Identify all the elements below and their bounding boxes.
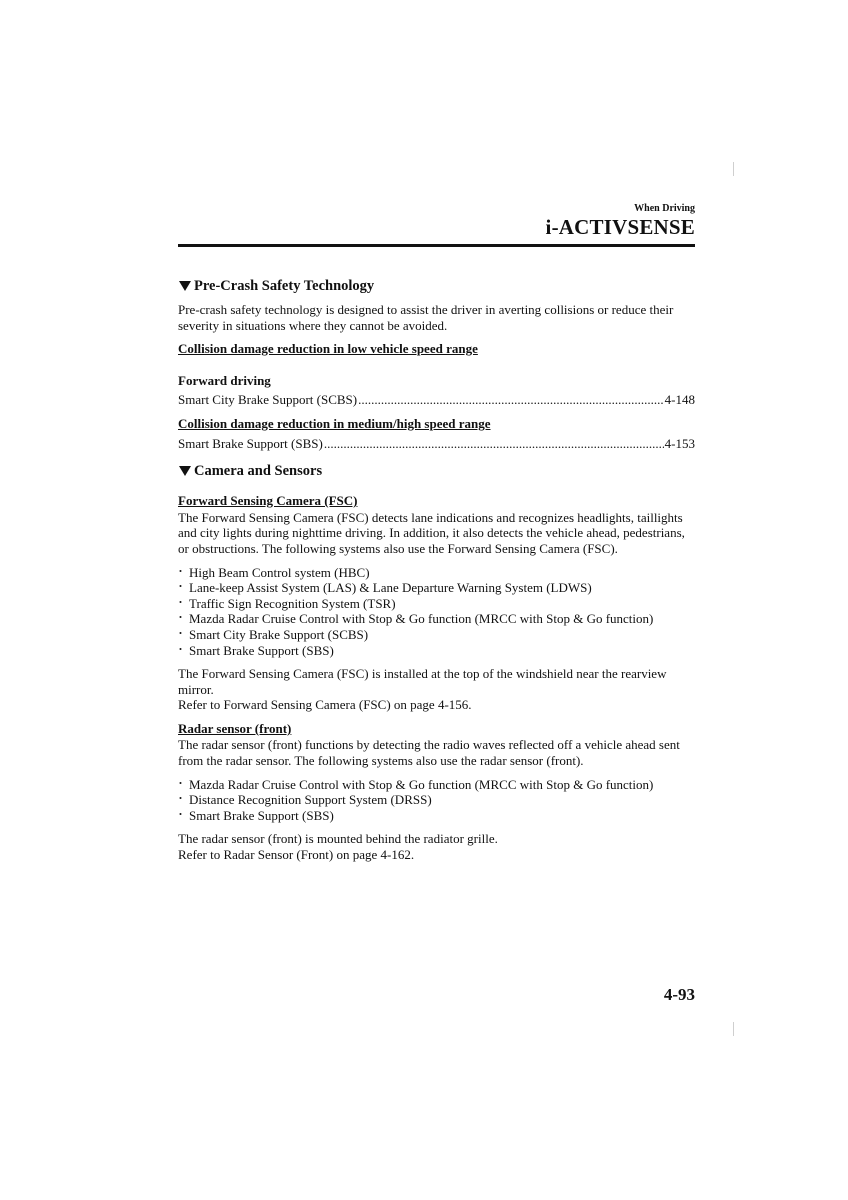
manual-page: [178, 200, 695, 863]
fsc-system-list: [178, 565, 695, 659]
list-item: ・ High Beam Control system (HBC): [178, 565, 695, 581]
radar-system-list: [178, 777, 695, 824]
pre-crash-intro: Pre-crash safety technology is designed to assist the driver in averting collisions or reduce their severity in situations where they cannot be avoided.: [178, 302, 674, 333]
toc-label: Smart City Brake Support (SCBS): [178, 392, 358, 408]
list-item: ・ Traffic Sign Recognition System (TSR): [178, 596, 695, 612]
page-number: 4-93: [663, 985, 695, 1004]
forward-driving-heading: Forward driving: [178, 372, 271, 388]
triangle-down-icon: [179, 466, 191, 476]
section-title: Camera and Sensors: [194, 463, 323, 480]
medium-speed-heading: Collision damage reduction in medium/high speed range: [178, 415, 491, 431]
running-head: When Driving: [634, 203, 695, 214]
triangle-down-icon: [179, 281, 191, 291]
fsc-refer: Refer to Forward Sensing Camera (FSC) on page 4-156.: [178, 697, 472, 713]
radar-intro: The radar sensor (front) functions by detecting the radio waves reflected off a vehicle ahead sent from the radar sensor. The following systems also use the radar sensor (front).: [178, 737, 680, 769]
toc-leader-dots: [358, 392, 664, 408]
low-speed-heading: Collision damage reduction in low vehicle speed range: [178, 341, 478, 357]
chapter-title: i-ACTIVSENSE: [545, 215, 695, 239]
radar-refer: Refer to Radar Sensor (Front) on page 4-162.: [178, 847, 415, 863]
fsc-intro: The Forward Sensing Camera (FSC) detects lane indications and recognizes headlights, taillights and city lights during nighttime driving. In addition, it also detects the vehicle ahead, pedestrians, or obstructions. The following systems also use the Forward Sensing Camera (FSC).: [178, 509, 685, 556]
fsc-heading: Forward Sensing Camera (FSC): [178, 493, 358, 509]
toc-page-ref: 4-148: [664, 392, 695, 408]
list-item: ・ Smart Brake Support (SBS): [178, 808, 695, 824]
toc-page-ref: 4-153: [664, 435, 695, 451]
toc-label: Smart Brake Support (SBS): [178, 435, 323, 451]
fsc-location: The Forward Sensing Camera (FSC) is installed at the top of the windshield near the rearview mirror.: [178, 666, 667, 697]
list-item: ・ Mazda Radar Cruise Control with Stop & Go function (MRCC with Stop & Go function): [178, 611, 695, 627]
section-heading-pre-crash: [178, 277, 695, 295]
list-item: ・ Distance Recognition Support System (DRSS): [178, 792, 695, 808]
list-item: ・ Smart Brake Support (SBS): [178, 643, 695, 659]
crop-mark-top: [733, 162, 734, 176]
toc-entry-scbs[interactable]: [178, 392, 695, 408]
header-rule: [178, 244, 695, 247]
list-item: ・ Lane-keep Assist System (LAS) & Lane Departure Warning System (LDWS): [178, 580, 695, 596]
list-item: ・ Smart City Brake Support (SCBS): [178, 627, 695, 643]
radar-location: The radar sensor (front) is mounted behind the radiator grille.: [178, 831, 498, 847]
toc-leader-dots: [324, 436, 664, 452]
section-title: Pre-Crash Safety Technology: [194, 278, 375, 294]
radar-heading: Radar sensor (front): [178, 720, 292, 736]
toc-entry-sbs[interactable]: [178, 436, 695, 452]
list-item: ・ Mazda Radar Cruise Control with Stop & Go function (MRCC with Stop & Go function): [178, 777, 695, 793]
crop-mark-bottom: [733, 1022, 734, 1036]
section-heading-camera-sensors: [178, 462, 695, 480]
